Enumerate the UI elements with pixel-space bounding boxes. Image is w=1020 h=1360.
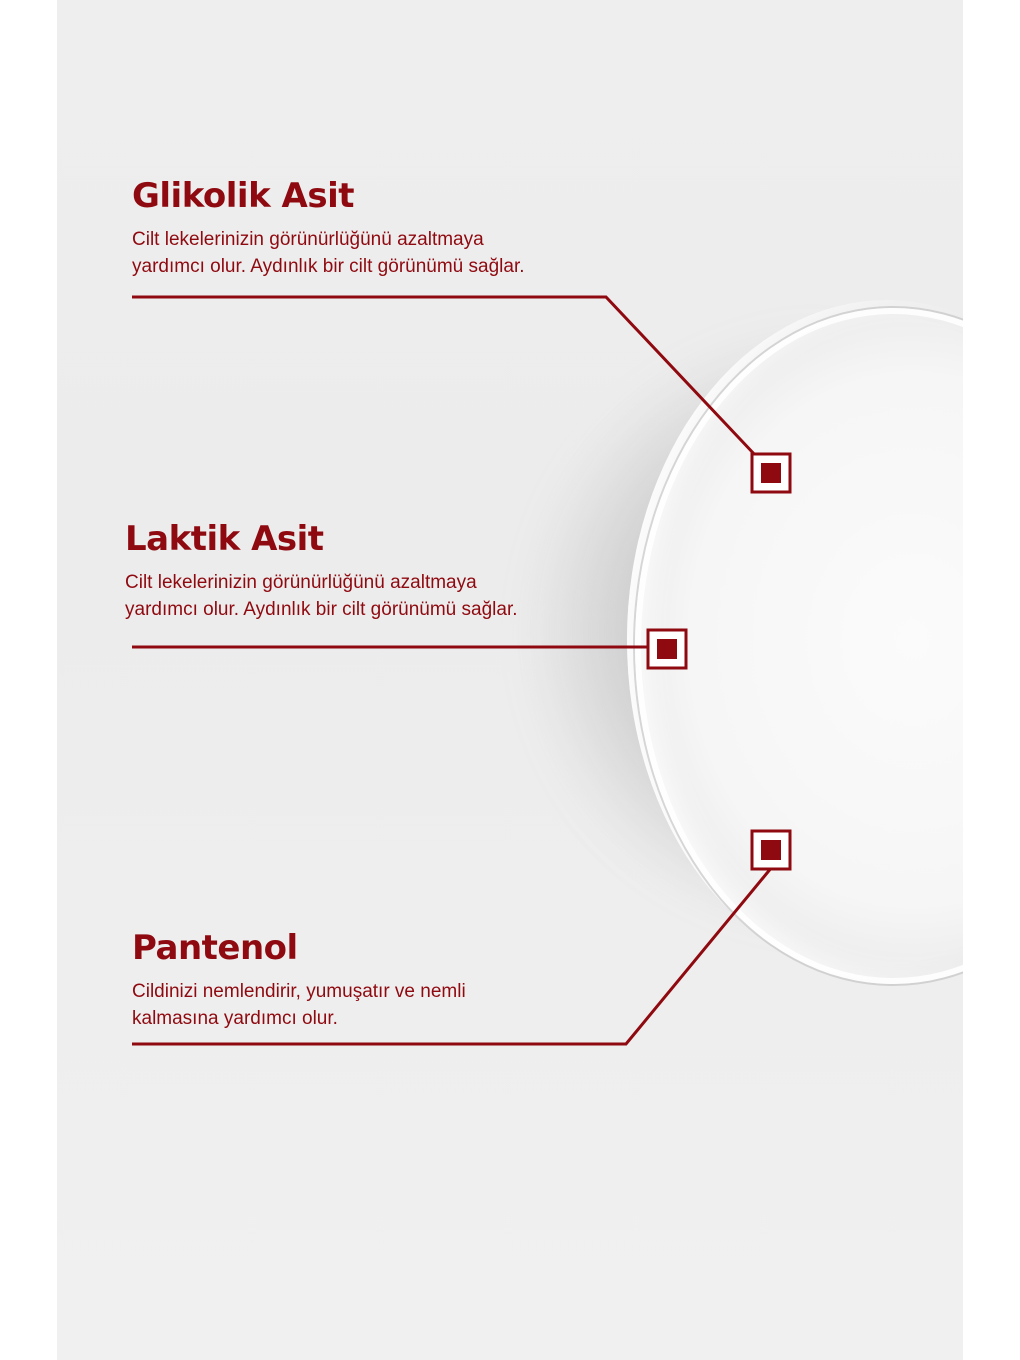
ingredient-laktik	[125, 519, 518, 623]
callout-line-glikolik	[132, 297, 756, 456]
desc-line: Cilt lekelerinizin görünürlüğünü azaltmaya	[125, 572, 477, 593]
desc-line: yardımcı olur. Aydınlık bir cilt görünümü sağlar.	[125, 599, 518, 620]
desc-line: Cildinizi nemlendirir, yumuşatır ve nemli	[132, 981, 466, 1002]
ingredient-glikolik	[132, 176, 525, 280]
ingredient-pantenol	[132, 928, 466, 1032]
ingredient-description	[132, 226, 525, 280]
marker-pantenol	[752, 831, 790, 869]
ingredient-title: Glikolik Asit	[132, 176, 354, 216]
marker-glikolik	[752, 454, 790, 492]
desc-line: kalmasına yardımcı olur.	[132, 1008, 338, 1029]
desc-line: yardımcı olur. Aydınlık bir cilt görünümü sağlar.	[132, 256, 525, 277]
marker-laktik	[648, 630, 686, 668]
desc-line: Cilt lekelerinizin görünürlüğünü azaltmaya	[132, 229, 484, 250]
ingredient-description	[132, 978, 466, 1032]
ingredient-description	[125, 569, 518, 623]
ingredient-title: Pantenol	[132, 928, 298, 968]
ingredient-title: Laktik Asit	[125, 519, 324, 559]
